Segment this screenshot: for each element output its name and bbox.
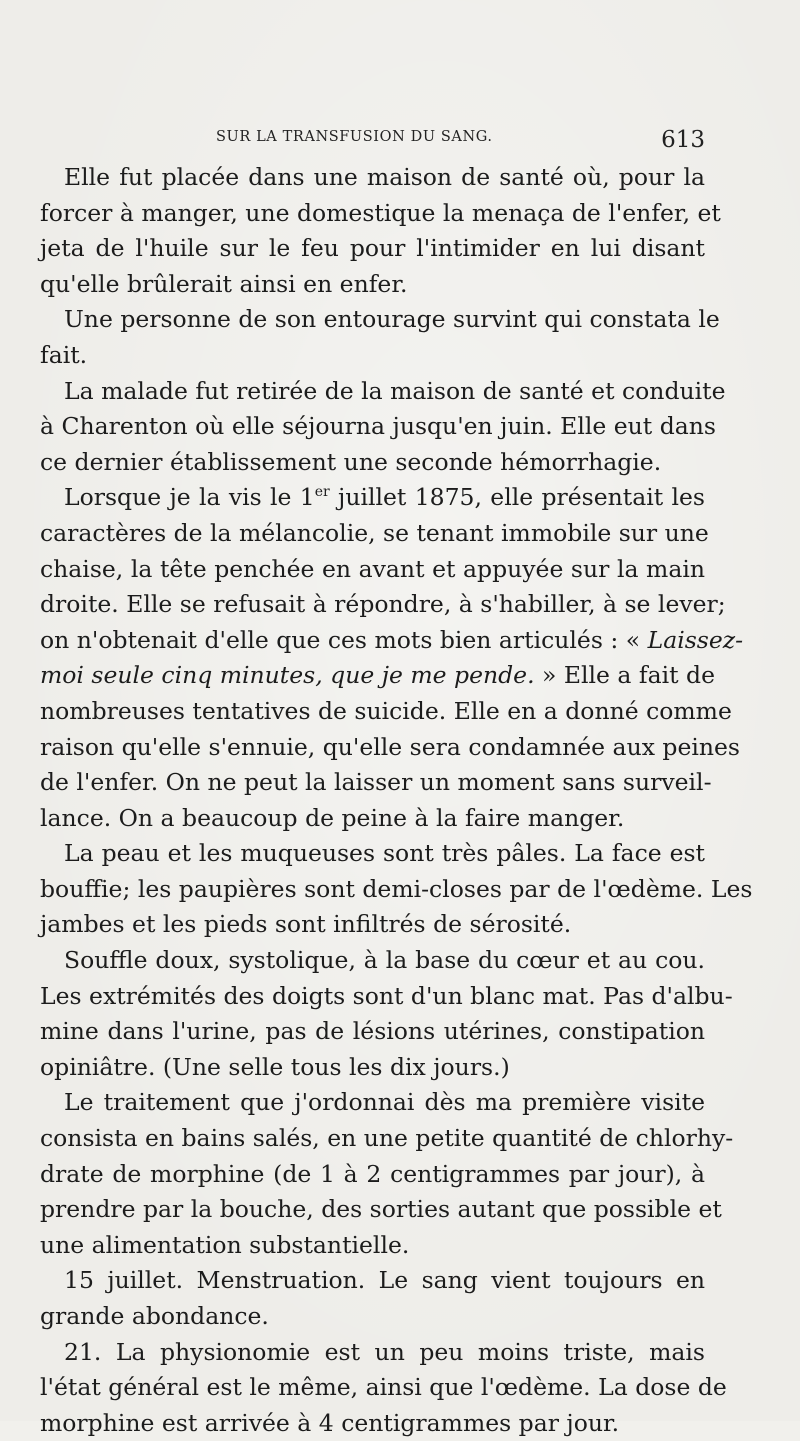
text-segment: on n'obtenait d'elle que ces mots bien articulés : « xyxy=(40,625,648,654)
body-text xyxy=(40,160,753,1441)
text-line: Les extrémités des doigts sont d'un blanc mat. Pas d'albu- xyxy=(40,981,733,1010)
text-line: nombreuses tentatives de suicide. Elle en a donné comme xyxy=(40,696,732,725)
text-line: de l'enfer. On ne peut la laisser un moment sans surveil- xyxy=(40,768,712,797)
text-segment: » Elle a fait de xyxy=(534,661,715,690)
text-line: Elle fut placée dans une maison de santé où, pour la xyxy=(64,163,705,191)
text-line: 21. La physionomie est un peu moins triste, mais xyxy=(64,1337,705,1366)
text-line: jambes et les pieds sont infiltrés de sérosité. xyxy=(40,910,572,939)
text-line: une alimentation substantielle. xyxy=(40,1230,410,1259)
text-line: ce dernier établissement une seconde hémorrhagie. xyxy=(40,447,662,476)
text-line: jeta de l'huile sur le feu pour l'intimider en lui disant xyxy=(40,234,705,263)
text-line: caractères de la mélancolie, se tenant immobile sur une xyxy=(40,518,709,547)
text-line: morphine est arrivée à 4 centigrammes par jour. xyxy=(40,1408,620,1437)
text-line: mine dans l'urine, pas de lésions utérines, constipation xyxy=(40,1017,705,1046)
superscript: er xyxy=(314,484,330,501)
text-line: Le traitement que j'ordonnai dès ma première visite xyxy=(64,1088,705,1117)
text-line: Une personne de son entourage survint qui constata le xyxy=(64,305,720,334)
text-segment: Lorsque je la vis le 1 xyxy=(64,483,315,512)
text-line: chaise, la tête penchée en avant et appuyée sur la main xyxy=(40,554,705,583)
text-line: raison qu'elle s'ennuie, qu'elle sera condamnée aux peines xyxy=(40,732,740,761)
text-line: bouffie; les paupières sont demi-closes par de l'œdème. Les xyxy=(40,874,753,903)
text-line: La peau et les muqueuses sont très pâles. La face est xyxy=(64,839,705,868)
text-line: 15 juillet. Menstruation. Le sang vient toujours en xyxy=(64,1266,705,1295)
text-line xyxy=(40,623,744,659)
text-segment: juillet 1875, elle présentait les xyxy=(329,483,705,512)
text-line: l'état général est le même, ainsi que l'œdème. La dose de xyxy=(40,1373,727,1402)
text-line xyxy=(40,480,705,516)
text-line: forcer à manger, une domestique la menaça de l'enfer, et xyxy=(40,198,721,227)
text-line: lance. On a beaucoup de peine à la faire manger. xyxy=(40,803,625,832)
text-line xyxy=(40,658,715,694)
text-line: droite. Elle se refusait à répondre, à s'habiller, à se lever; xyxy=(40,590,726,619)
running-title: SUR LA TRANSFUSION DU SANG. xyxy=(216,129,493,145)
text-line: La malade fut retirée de la maison de santé et conduite xyxy=(64,376,726,405)
text-line: consista en bains salés, en une petite quantité de chlorhy- xyxy=(40,1124,734,1153)
text-line: grande abondance. xyxy=(40,1302,269,1330)
text-line: Souffle doux, systolique, à la base du cœur et au cou. xyxy=(64,946,705,975)
italic-quote: moi seule cinq minutes, que je me pende. xyxy=(40,661,535,690)
text-line: à Charenton où elle séjourna jusqu'en juin. Elle eut dans xyxy=(40,412,716,441)
page-number: 613 xyxy=(661,127,705,153)
text-line: drate de morphine (de 1 à 2 centigrammes par jour), à xyxy=(40,1159,705,1188)
italic-quote: Laissez- xyxy=(647,625,744,654)
text-line: opiniâtre. (Une selle tous les dix jours.) xyxy=(40,1052,510,1081)
text-line: qu'elle brûlerait ainsi en enfer. xyxy=(40,269,408,298)
text-line: prendre par la bouche, des sorties autant que possible et xyxy=(40,1195,722,1224)
page-header xyxy=(40,127,705,157)
text-line: fait. xyxy=(40,340,88,369)
